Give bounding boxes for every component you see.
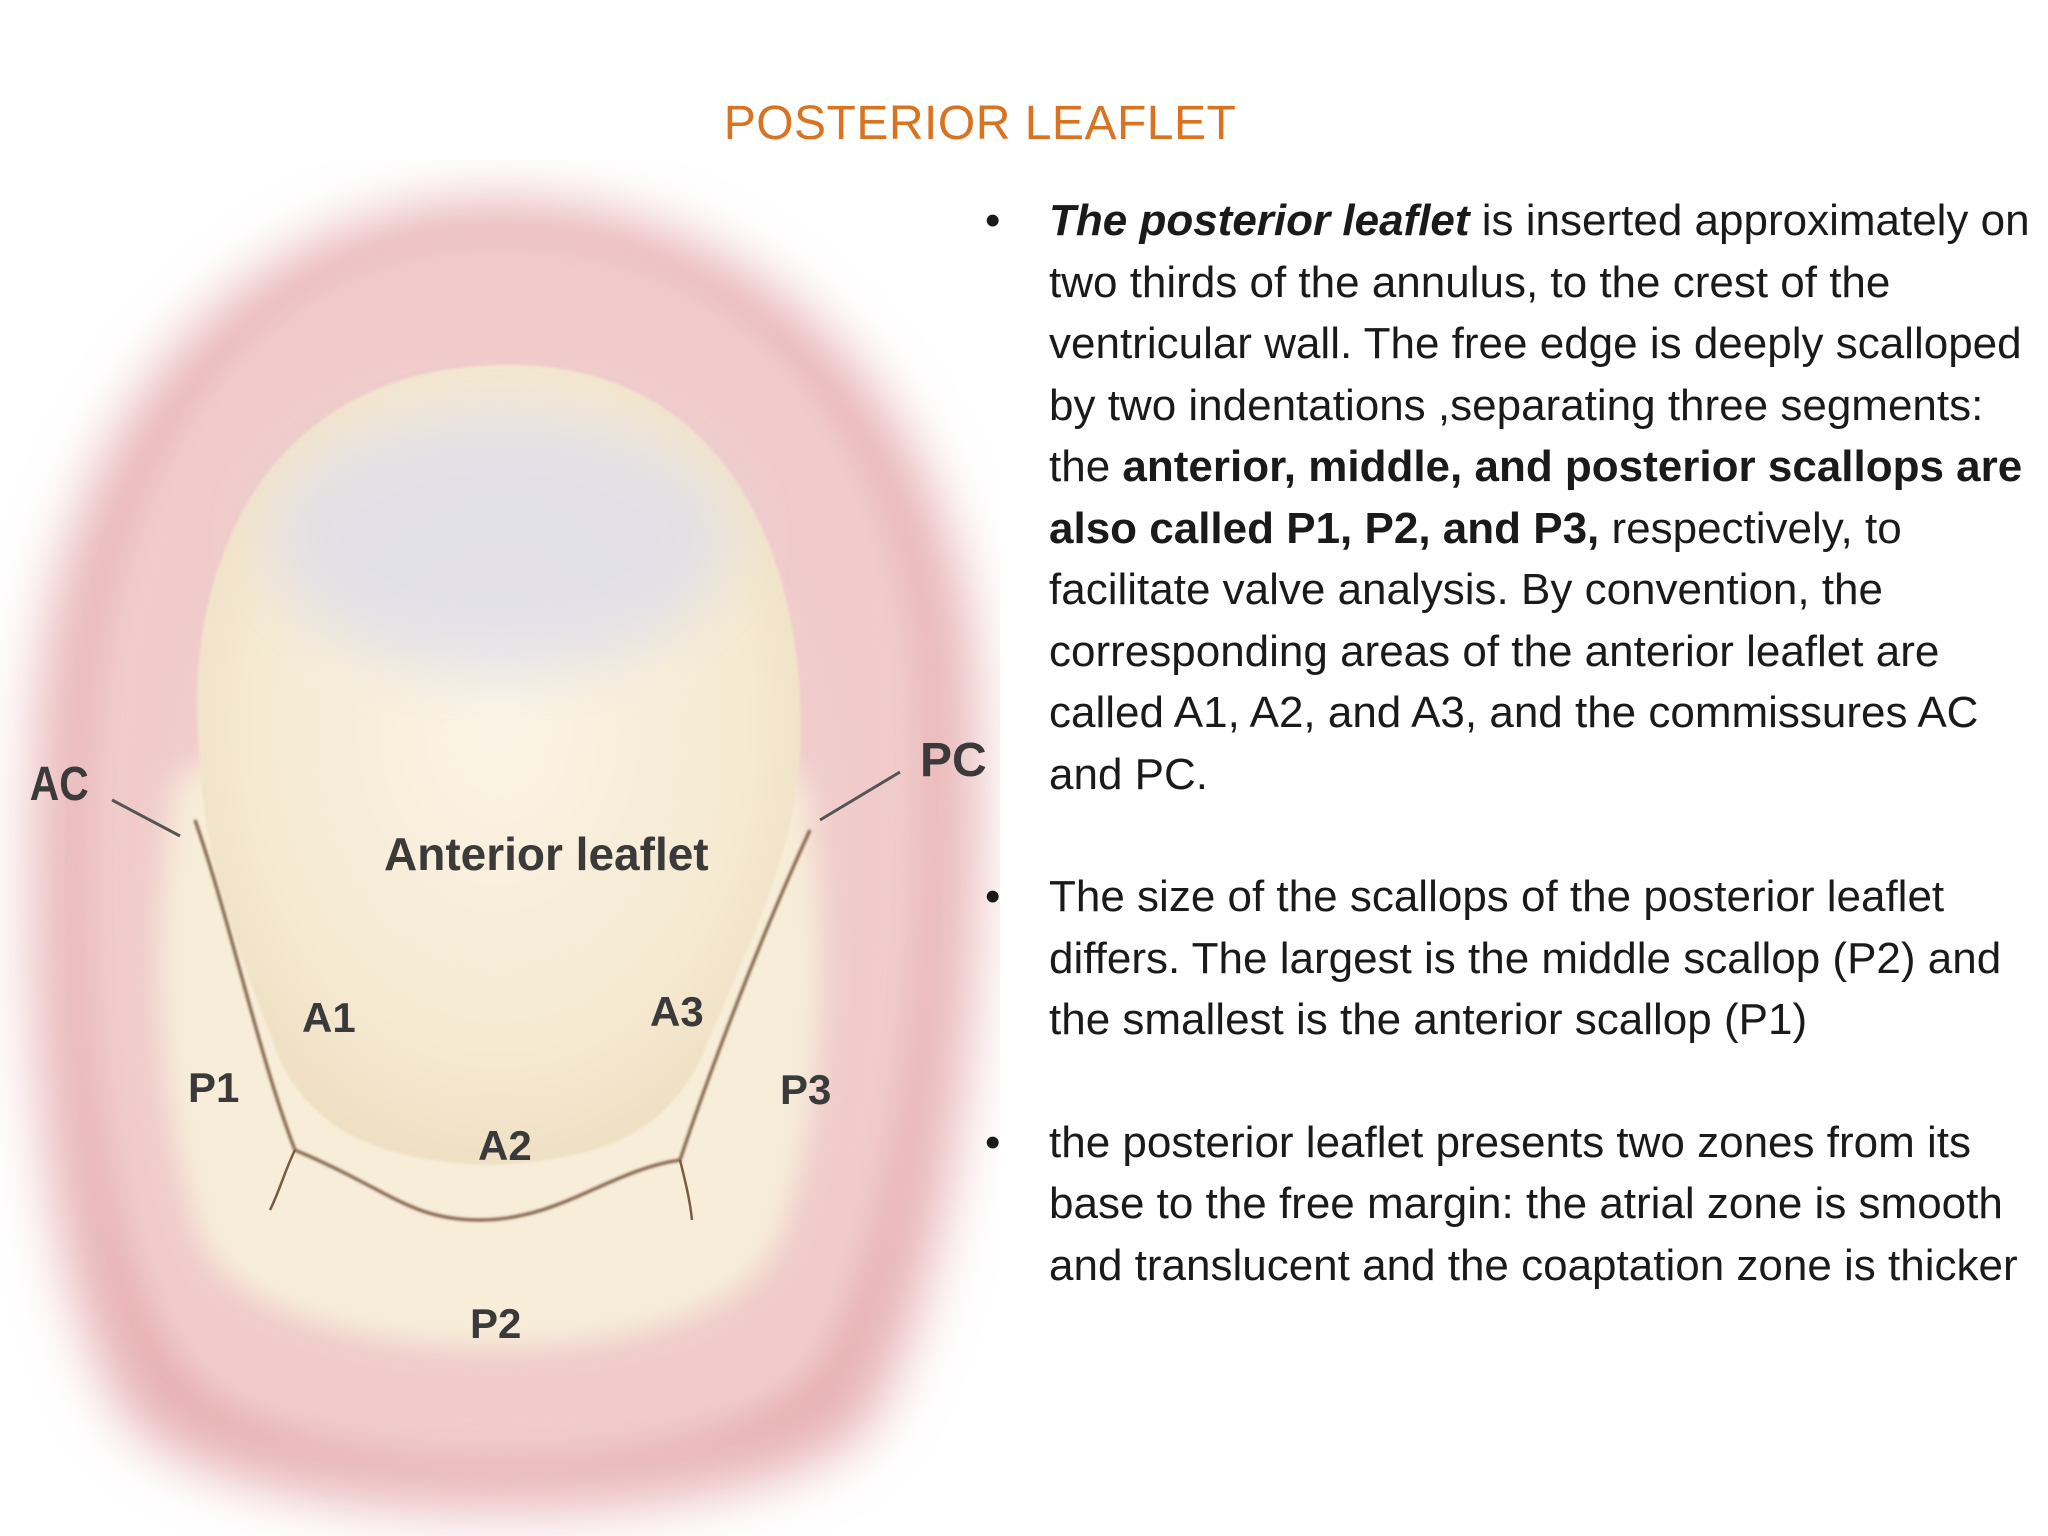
bullet-text-segment: the posterior leaflet presents two zones from its base to the free margin: the atrial zone is smooth and translucent and the coaptation zone is thicker (1049, 1117, 2018, 1290)
bullet-text-segment: The posterior leaflet (1049, 196, 1470, 245)
label-p1: P1 (188, 1064, 240, 1111)
slide-title: POSTERIOR LEAFLET (723, 97, 1237, 150)
bullet-marker: • (985, 1117, 1001, 1167)
label-a1: A1 (302, 994, 356, 1041)
label-p2: P2 (470, 1300, 522, 1347)
bullet-marker: • (985, 872, 1001, 921)
bullet-list (985, 190, 2035, 1357)
mitral-valve-diagram (0, 160, 1000, 1536)
bullet-text-segment: The size of the scallops of the posterior leaflet differs. The largest is the middle scallop (P2) and the smallest is the anterior scallop (P1) (1049, 872, 2002, 1044)
bullet-item (985, 866, 2035, 1051)
bullet-text-segment: respectively, to facilitate valve analysis. By convention, the corresponding areas of the anterior leaflet are called A1, A2, and A3, and the commissures AC and PC. (1049, 503, 1979, 799)
label-p3: P3 (780, 1066, 832, 1113)
mitral-valve-illustration (0, 160, 1000, 1536)
bullet-item (985, 1112, 2035, 1297)
label-pc: PC (920, 734, 987, 787)
label-anterior-leaflet: Anterior leaflet (384, 828, 709, 880)
bullet-text-segment: anterior, middle, and posterior scallops are also called P1, P2, and P3, (1049, 442, 2023, 553)
bullet-text-segment: is inserted approximately on two thirds of the annulus, to the crest of the ventricular wall. The free edge is deeply scalloped by two indentations ,separating three segments: the (1049, 196, 2030, 491)
label-a3: A3 (650, 988, 704, 1035)
bullet-marker: • (985, 196, 1001, 245)
bullet-item (985, 190, 2035, 805)
label-ac: AC (29, 757, 89, 811)
label-a2: A2 (478, 1122, 532, 1169)
